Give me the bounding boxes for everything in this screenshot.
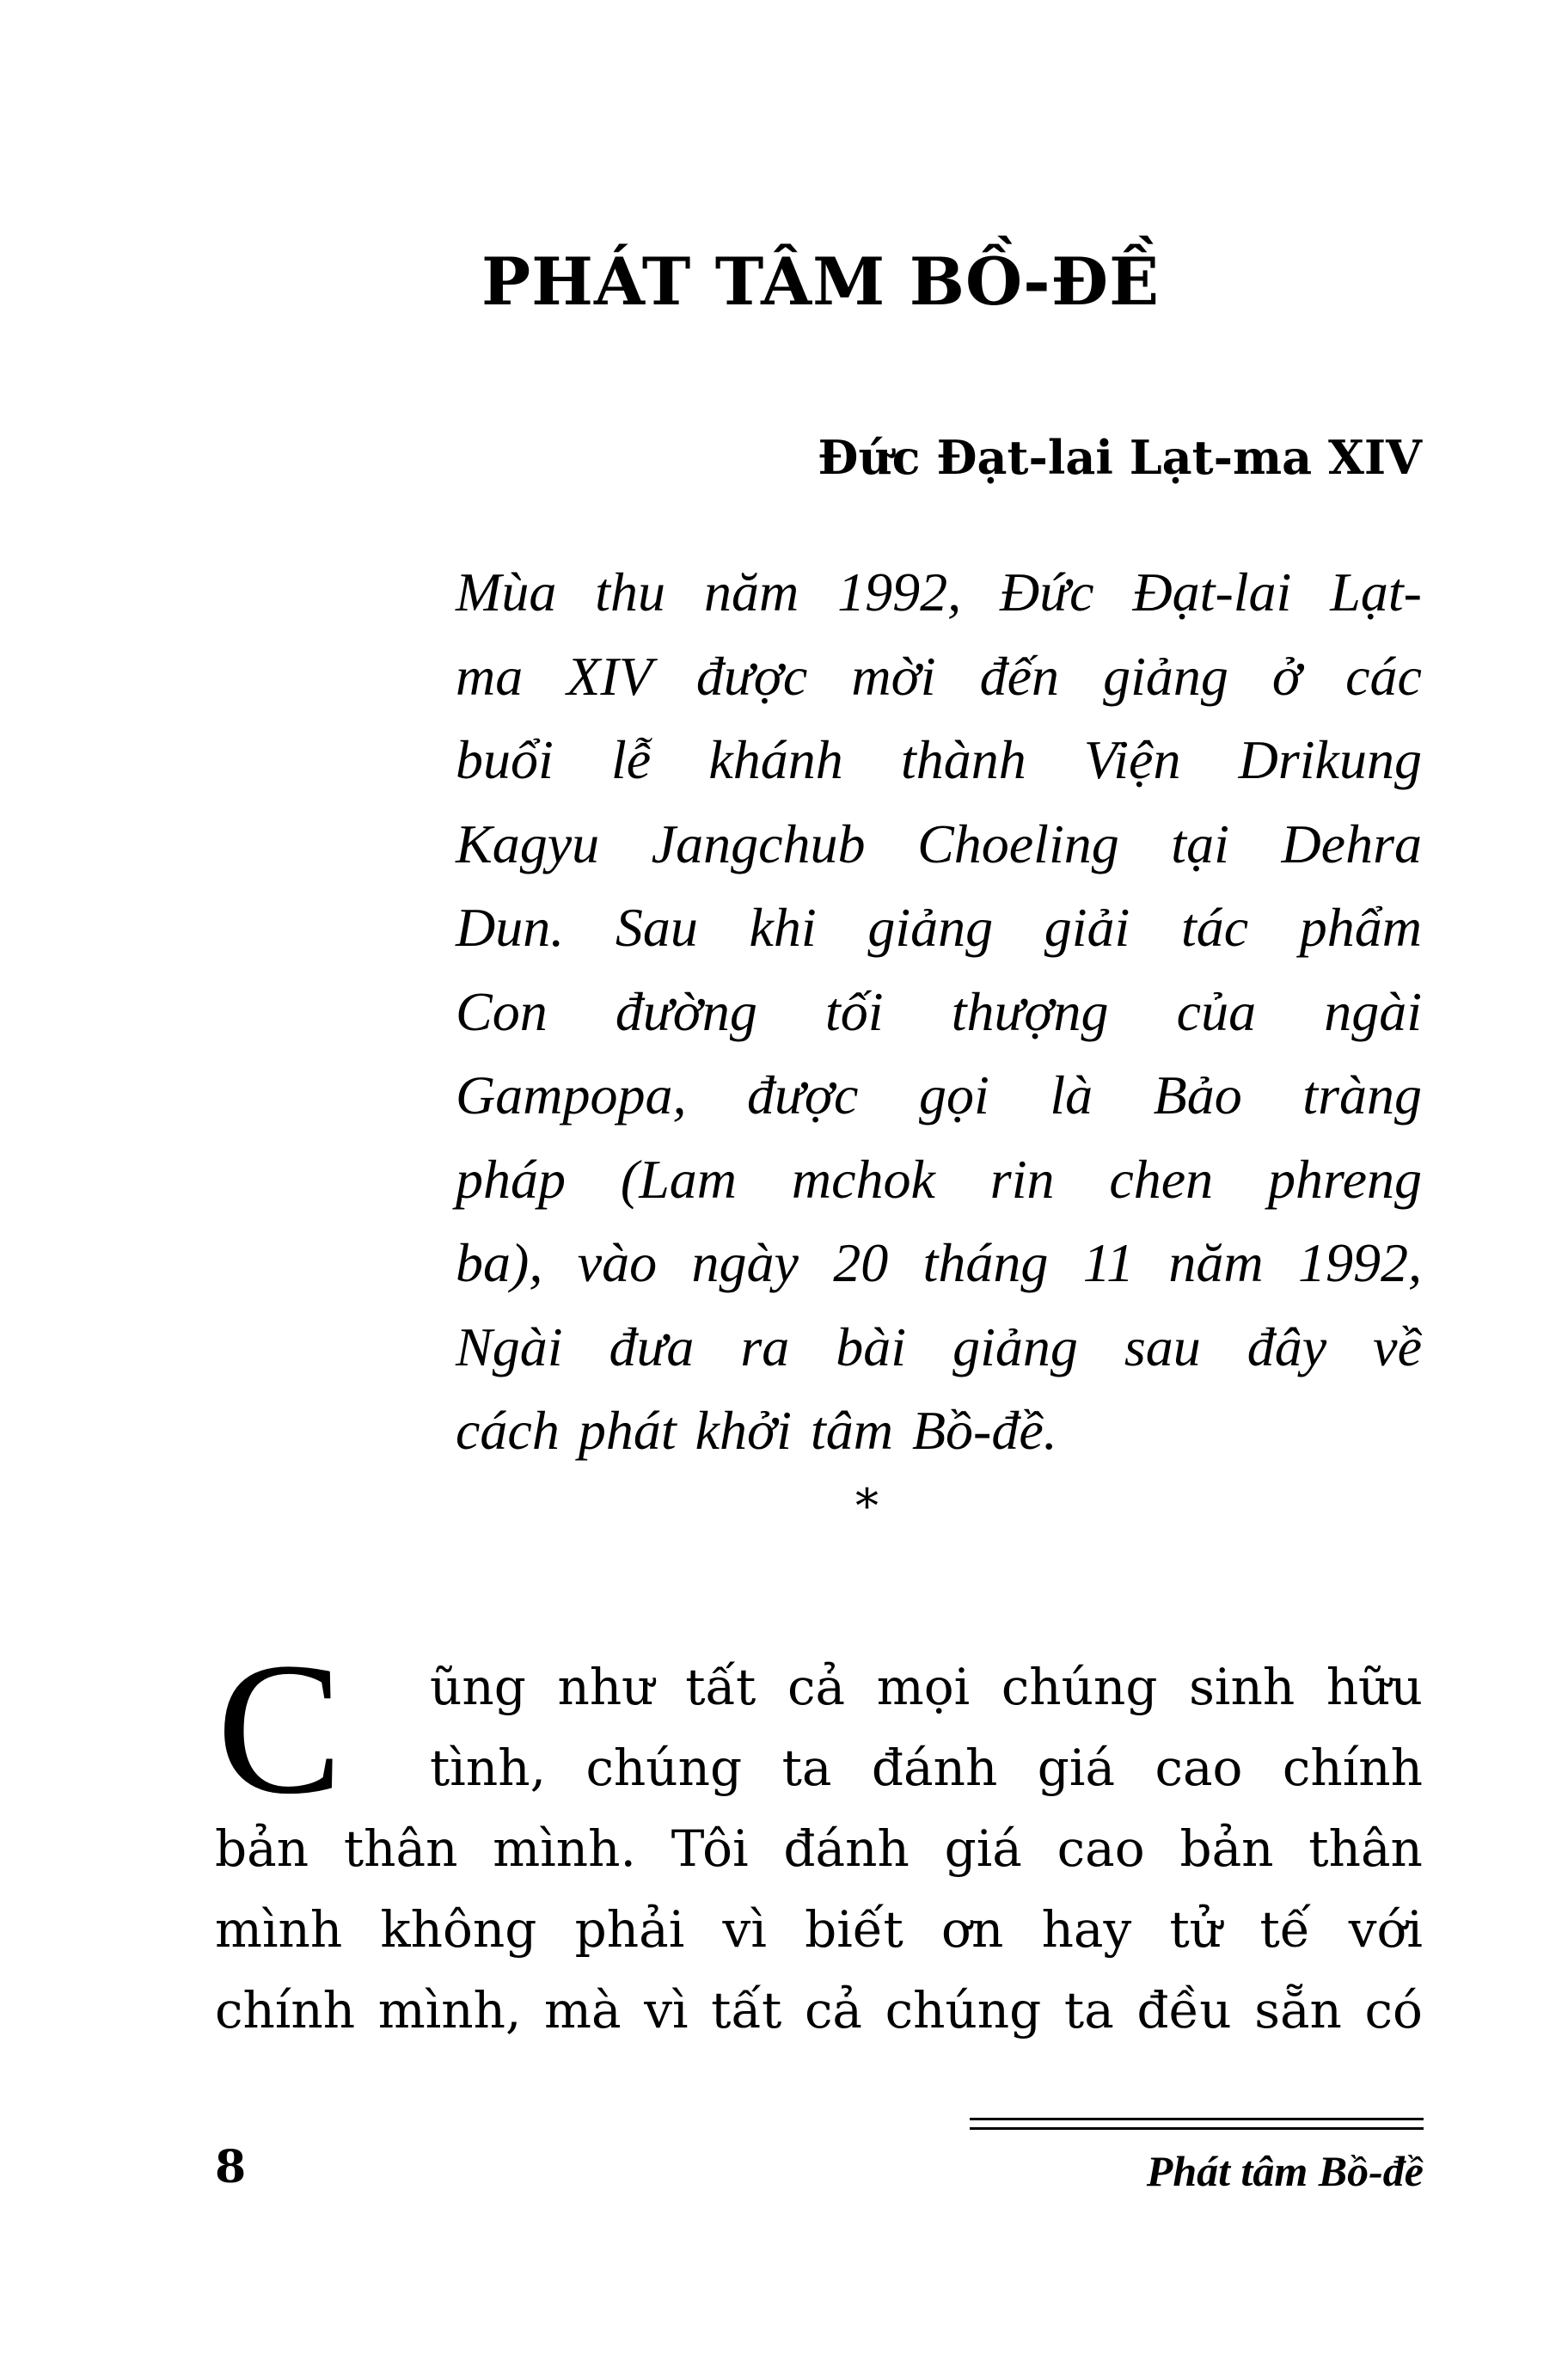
word: đưa — [609, 1316, 695, 1377]
running-footer: Phát tâm Bồ-đề — [1146, 2147, 1424, 2195]
footer-rule — [970, 2127, 1424, 2130]
word: giảng — [1103, 645, 1228, 707]
text-line — [456, 1138, 1422, 1222]
word: tế — [1259, 1900, 1311, 1959]
word: chính — [1282, 1739, 1423, 1797]
word: bản — [215, 1819, 309, 1878]
word: hữu — [1326, 1658, 1423, 1716]
text-line — [456, 1305, 1422, 1389]
word: đều — [1136, 1981, 1232, 2040]
word: của — [1176, 980, 1257, 1042]
word: Bảo — [1153, 1064, 1242, 1126]
word: giá — [944, 1819, 1022, 1878]
word: Kagyu — [456, 813, 600, 874]
word: phát — [578, 1400, 677, 1461]
word: giải — [1044, 897, 1130, 958]
word: tối — [825, 980, 884, 1042]
word: tử — [1169, 1900, 1222, 1959]
word: mchok — [791, 1148, 935, 1210]
word: buổi — [456, 729, 554, 790]
word: đánh — [871, 1739, 998, 1797]
word: bản — [1179, 1819, 1274, 1878]
word: cả — [787, 1658, 846, 1716]
word: khởi — [695, 1400, 792, 1461]
word: (Lam — [620, 1148, 737, 1210]
text-line — [456, 886, 1422, 970]
word: Jangchub — [651, 813, 866, 874]
word: Sau — [615, 897, 698, 958]
word: mình. — [493, 1819, 636, 1878]
word: được — [746, 1064, 859, 1126]
word: thượng — [951, 980, 1109, 1042]
word: không — [380, 1900, 537, 1959]
word: hay — [1041, 1900, 1132, 1959]
word: năm — [703, 561, 799, 623]
word: Ngài — [456, 1316, 563, 1377]
word: chính — [215, 1981, 356, 2040]
word: ũng — [430, 1658, 526, 1716]
word: Dehra — [1281, 813, 1422, 874]
body-paragraph — [215, 1623, 1423, 2051]
word: giảng — [867, 897, 994, 958]
word: Gampopa, — [456, 1064, 687, 1126]
text-line — [215, 1808, 1423, 1889]
word: ta — [781, 1739, 832, 1797]
word: đây — [1246, 1316, 1327, 1377]
word: tất — [711, 1981, 782, 2040]
word: phải — [574, 1900, 685, 1959]
word: vào — [577, 1232, 658, 1293]
word: ngày — [691, 1232, 799, 1293]
word: tất — [685, 1658, 756, 1716]
word: mời — [851, 645, 936, 707]
word: ngài — [1324, 980, 1422, 1042]
section-separator: * — [855, 1479, 879, 1533]
word: ra — [740, 1316, 790, 1377]
word: có — [1364, 1981, 1423, 2040]
word: được — [695, 645, 808, 707]
word: ơn — [941, 1900, 1004, 1959]
word: thân — [1308, 1819, 1423, 1878]
word: phẩm — [1299, 897, 1422, 958]
word: biết — [805, 1900, 903, 1959]
word: 1992, — [837, 561, 962, 623]
word: gọi — [919, 1064, 989, 1126]
word: cả — [804, 1981, 862, 2040]
text-line — [456, 970, 1422, 1054]
word: Đạt-lai — [1132, 561, 1292, 623]
word: ma — [456, 645, 524, 707]
word: thu — [595, 561, 666, 623]
page-number: 8 — [215, 2141, 247, 2193]
word: thành — [900, 729, 1026, 790]
word: tràng — [1302, 1064, 1422, 1126]
page-title: PHÁT TÂM BỒ-ĐỀ — [481, 243, 1161, 320]
text-line — [430, 1727, 1423, 1808]
word: đường — [615, 980, 757, 1042]
word: pháp — [456, 1148, 566, 1210]
word: chúng — [885, 1981, 1042, 2040]
word: tình, — [430, 1739, 547, 1797]
text-line — [456, 718, 1422, 802]
word: ở — [1271, 645, 1302, 707]
word: tâm — [810, 1400, 893, 1461]
word: cao — [1155, 1739, 1243, 1797]
word: chúng — [1001, 1658, 1158, 1716]
author-byline: Đức Đạt-lai Lạt-ma XIV — [818, 430, 1422, 485]
word: XIV — [567, 645, 652, 707]
word: Bồ-đề. — [911, 1400, 1057, 1461]
word: cách — [456, 1400, 560, 1461]
word: Choeling — [917, 813, 1119, 874]
text-line — [456, 550, 1422, 635]
word: 20 — [833, 1232, 889, 1293]
word: rin — [989, 1148, 1055, 1210]
word: mọi — [876, 1658, 971, 1716]
word: Lạt- — [1330, 561, 1422, 623]
word: mình — [215, 1900, 343, 1959]
word: thân — [343, 1819, 458, 1878]
word: giá — [1037, 1739, 1116, 1797]
word: ta — [1063, 1981, 1114, 2040]
word: chúng — [585, 1739, 743, 1797]
word: Drikung — [1238, 729, 1422, 790]
word: Viện — [1083, 729, 1181, 790]
word: Tôi — [671, 1819, 749, 1878]
text-line — [456, 1053, 1422, 1138]
text-line — [456, 1389, 1422, 1473]
word: về — [1373, 1316, 1422, 1377]
word: mà — [544, 1981, 622, 2040]
word: năm — [1168, 1232, 1264, 1293]
word: sinh — [1189, 1658, 1295, 1716]
word: Đức — [1000, 561, 1094, 623]
word: 11 — [1082, 1232, 1135, 1293]
word: với — [1348, 1900, 1423, 1959]
word: vì — [722, 1900, 767, 1959]
word: Con — [456, 980, 548, 1042]
text-line — [456, 802, 1422, 886]
word: khánh — [708, 729, 843, 790]
word: Mùa — [456, 561, 557, 623]
word: đánh — [783, 1819, 910, 1878]
word: các — [1345, 645, 1422, 707]
word: tháng — [922, 1232, 1049, 1293]
word: là — [1050, 1064, 1093, 1126]
word: mình, — [377, 1981, 522, 2040]
word: như — [557, 1658, 654, 1716]
word: phreng — [1268, 1148, 1422, 1210]
word: đến — [979, 645, 1059, 707]
word: bài — [836, 1316, 907, 1377]
introduction-paragraph — [456, 550, 1422, 1473]
word: cao — [1057, 1819, 1145, 1878]
text-line — [430, 1647, 1423, 1727]
word: sẵn — [1254, 1981, 1342, 2040]
text-line — [215, 1889, 1423, 1970]
footer-rule — [970, 2118, 1424, 2120]
word: tại — [1171, 813, 1229, 874]
word: giảng — [952, 1316, 1078, 1377]
word: khi — [749, 897, 817, 958]
text-line — [456, 635, 1422, 719]
word: tác — [1180, 897, 1249, 958]
word: ba), — [456, 1232, 543, 1293]
word: Dun. — [456, 897, 565, 958]
text-line — [215, 1970, 1423, 2051]
word: sau — [1124, 1316, 1201, 1377]
word: lễ — [610, 729, 652, 790]
word: 1992, — [1298, 1232, 1422, 1293]
drop-cap: C — [217, 1623, 343, 1833]
word: vì — [644, 1981, 689, 2040]
text-line — [456, 1221, 1422, 1305]
word: chen — [1109, 1148, 1214, 1210]
